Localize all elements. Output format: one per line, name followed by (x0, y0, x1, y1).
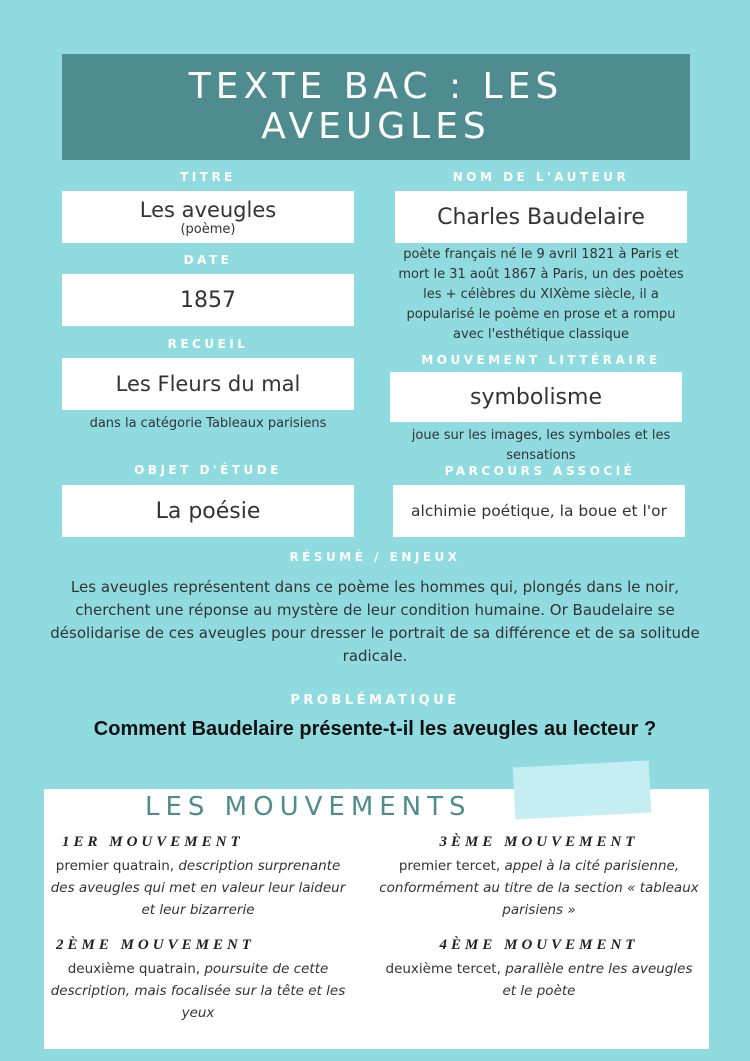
auteur-bio: poète français né le 9 avril 1821 à Paris et mort le 31 août 1867 à Paris, un des poètes les + célèbres du XIXème siècle, il a popularisé le poème en prose et a rompu avec l'esthétique classique (398, 247, 684, 342)
mouvement-1-italic: description surprenante des aveugles qui met en valeur leur laideur et leur bizarrerie (50, 858, 346, 918)
recueil-box (62, 358, 354, 410)
titre-value: Les aveugles (139, 197, 277, 222)
auteur-box (395, 191, 687, 243)
titre-box (62, 191, 354, 243)
mouvement-2-plain: deuxième quatrain, (67, 961, 205, 977)
date-value: 1857 (180, 287, 236, 313)
mouvement-3-italic: appel à la cité parisienne, conformément au titre de la section « tableaux parisiens » (379, 858, 699, 918)
titre-label: TITRE (180, 170, 236, 184)
mouvement-2-text (48, 958, 348, 1024)
mouvement-box (390, 372, 682, 422)
mouvement-1-plain: premier quatrain, (55, 858, 179, 874)
mouvement-3 (378, 834, 700, 921)
mouvement-label: MOUVEMENT LITTÉRAIRE (421, 353, 661, 367)
problematique-label: PROBLÉMATIQUE (290, 693, 460, 708)
titre-sub: (poème) (180, 221, 236, 237)
mouvement-4 (378, 937, 700, 1002)
date-box (62, 274, 354, 326)
mouvement-4-italic: parallèle entre les aveugles et le poète (502, 961, 693, 999)
mouvement-2-title: 2ÈME MOUVEMENT (56, 937, 255, 953)
mouvement-1 (48, 834, 348, 921)
mouvement-3-text (378, 855, 700, 921)
mouvements-title: LES MOUVEMENTS (145, 792, 472, 822)
mouvement-value: symbolisme (470, 384, 602, 410)
resume-label: RÉSUMÉ / ENJEUX (289, 550, 461, 564)
mouvement-4-text (378, 958, 700, 1002)
mouvement-1-title: 1ER MOUVEMENT (62, 834, 244, 850)
auteur-value: Charles Baudelaire (437, 204, 645, 230)
recueil-label: RECUEIL (167, 337, 249, 351)
objet-value: La poésie (155, 498, 261, 524)
mouvement-1-text (48, 855, 348, 921)
date-label: DATE (183, 253, 233, 267)
problematique-question: Comment Baudelaire présente-t-il les aveugles au lecteur ? (93, 718, 657, 740)
mouvement-4-plain: deuxième tercet, (385, 961, 506, 977)
objet-label: OBJET D'ÉTUDE (134, 463, 282, 477)
mouvement-3-plain: premier tercet, (398, 858, 505, 874)
mouvement-2 (48, 937, 348, 1024)
page-title (62, 54, 690, 160)
page-title-line-2: AVEUGLES (261, 106, 491, 147)
tape-decoration (513, 760, 652, 819)
recueil-value: Les Fleurs du mal (115, 372, 301, 396)
parcours-box (393, 485, 685, 537)
page-title-line-1: TEXTE BAC : LES (188, 66, 564, 107)
mouvement-note: joue sur les images, les symboles et les sensations (411, 428, 671, 463)
auteur-label: NOM DE L'AUTEUR (452, 170, 630, 184)
mouvement-2-italic: poursuite de cette description, mais focalisée sur la tête et les yeux (50, 961, 346, 1021)
recueil-note: dans la catégorie Tableaux parisiens (89, 416, 327, 431)
mouvement-4-title: 4ÈME MOUVEMENT (439, 937, 639, 953)
mouvement-3-title: 3ÈME MOUVEMENT (439, 834, 639, 850)
objet-box (62, 485, 354, 537)
parcours-label: PARCOURS ASSOCIÉ (444, 464, 636, 478)
parcours-value: alchimie poétique, la boue et l'or (411, 501, 667, 520)
resume-text: Les aveugles représentent dans ce poème les hommes qui, plongés dans le noir, cherchent une réponse au mystère de leur condition humaine. Or Baudelaire se désolidarise de ces aveugles pour dresser le portrait de sa différence et de sa solitude radicale. (50, 578, 700, 665)
